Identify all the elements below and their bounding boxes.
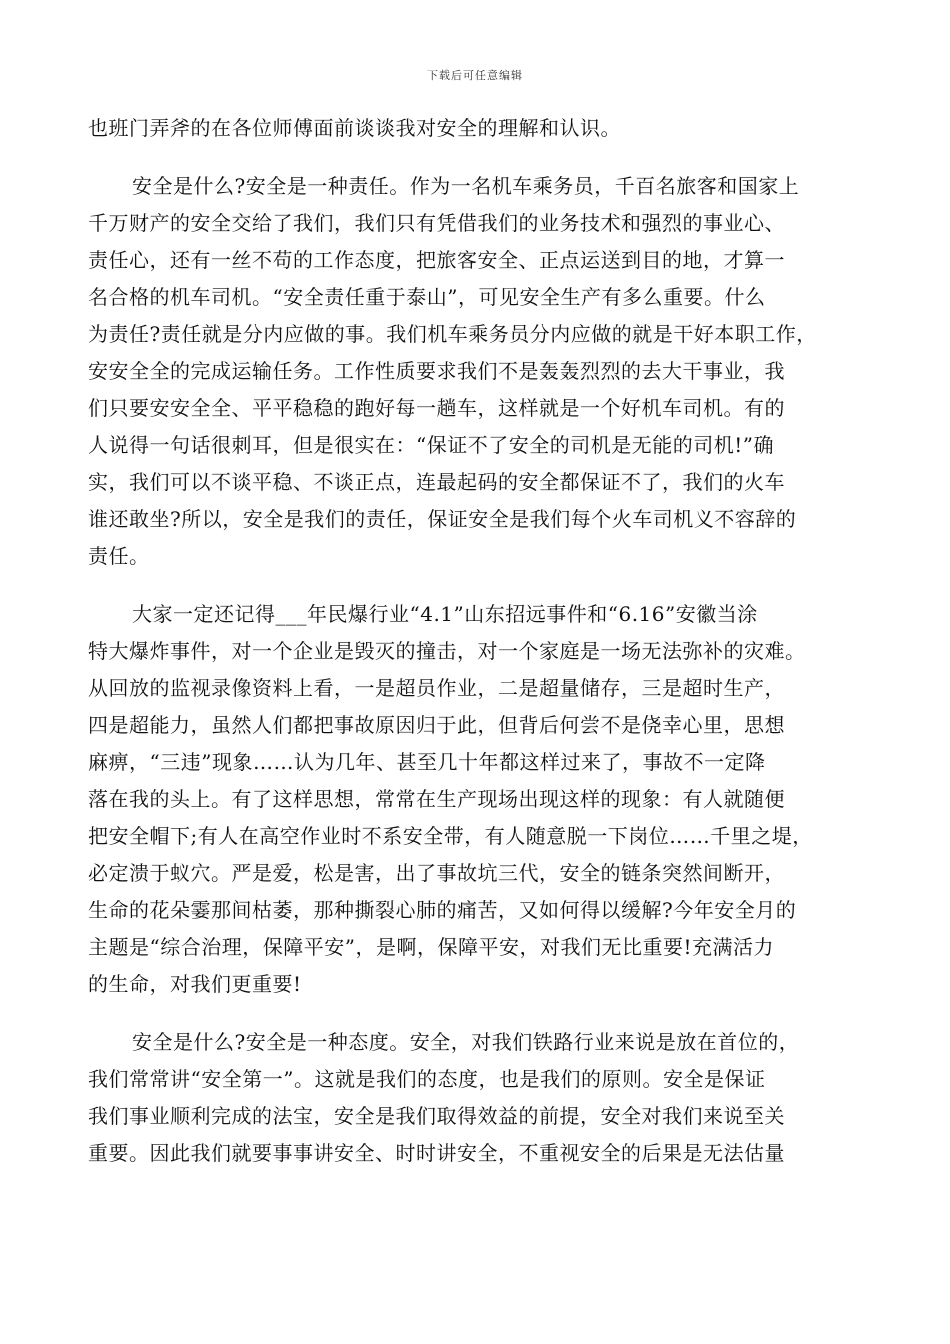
text-line: 人说得一句话很刺耳，但是很实在：“保证不了安全的司机是无能的司机!”确 <box>88 433 774 457</box>
text-line: 从回放的监视录像资料上看，一是超员作业，二是超量储存，三是超时生产， <box>88 676 785 700</box>
text-line: 四是超能力，虽然人们都把事故原因归于此，但背后何尝不是侥幸心里，思想 <box>88 713 785 737</box>
paragraph-3 <box>88 596 868 1003</box>
text-line: 为责任?责任就是分内应做的事。我们机车乘务员分内应做的就是干好本职工作， <box>88 322 817 346</box>
text-line: 必定溃于蚁穴。严是爱，松是害，出了事故坑三代，安全的链条突然间断开， <box>88 861 785 885</box>
text-line: 责任。 <box>88 544 150 568</box>
text-line: 大家一定还记得___年民爆行业“4.1”山东招远事件和“6.16”安徽当涂 <box>132 602 758 626</box>
text-line: 实，我们可以不谈平稳、不谈正点，连最起码的安全都保证不了，我们的火车 <box>88 470 785 494</box>
document-body <box>88 110 868 1193</box>
text-line: 麻痹，“三违”现象……认为几年、甚至几十年都这样过来了，事故不一定降 <box>88 750 766 774</box>
text-line: 安全是什么?安全是一种责任。作为一名机车乘务员，千百名旅客和国家上 <box>132 174 800 198</box>
paragraph-2 <box>88 168 868 575</box>
text-line: 我们事业顺利完成的法宝，安全是我们取得效益的前提，安全对我们来说至关 <box>88 1104 785 1128</box>
text-line: 特大爆炸事件，对一个企业是毁灭的撞击，对一个家庭是一场无法弥补的灾难。 <box>88 639 806 663</box>
text-line: 安全是什么?安全是一种态度。安全，对我们铁路行业来说是放在首位的， <box>132 1030 800 1054</box>
text-line: 生命的花朵霎那间枯萎，那种撕裂心肺的痛苦，又如何得以缓解?今年安全月的 <box>88 898 797 922</box>
text-line: 的生命，对我们更重要! <box>88 972 302 996</box>
text-line: 把安全帽下;有人在高空作业时不系安全带，有人随意脱一下岗位……千里之堤， <box>88 824 813 848</box>
text-line: 主题是“综合治理，保障平安”，是啊，保障平安，对我们无比重要!充满活力 <box>88 935 774 959</box>
text-line: 也班门弄斧的在各位师傅面前谈谈我对安全的理解和认识。 <box>88 116 621 140</box>
text-line: 名合格的机车司机。“安全责任重于泰山”，可见安全生产有多么重要。什么 <box>88 285 766 309</box>
text-line: 我们常常讲“安全第一”。这就是我们的态度，也是我们的原则。安全是保证 <box>88 1067 766 1091</box>
page-header: 下载后可任意编辑 <box>427 69 523 82</box>
text-line: 落在我的头上。有了这样思想，常常在生产现场出现这样的现象：有人就随便 <box>88 787 785 811</box>
text-line: 安安全全的完成运输任务。工作性质要求我们不是轰轰烈烈的去大干事业，我 <box>88 359 785 383</box>
paragraph-4 <box>88 1024 868 1172</box>
text-line: 千万财产的安全交给了我们，我们只有凭借我们的业务技术和强烈的事业心、 <box>88 211 785 235</box>
text-line: 重要。因此我们就要事事讲安全、时时讲安全，不重视安全的后果是无法估量 <box>88 1141 785 1165</box>
text-line: 谁还敢坐?所以，安全是我们的责任，保证安全是我们每个火车司机义不容辞的 <box>88 507 797 531</box>
paragraph-1 <box>88 110 868 147</box>
text-line: 们只要安安全全、平平稳稳的跑好每一趟车，这样就是一个好机车司机。有的 <box>88 396 785 420</box>
text-line: 责任心，还有一丝不苟的工作态度，把旅客安全、正点运送到目的地，才算一 <box>88 248 785 272</box>
